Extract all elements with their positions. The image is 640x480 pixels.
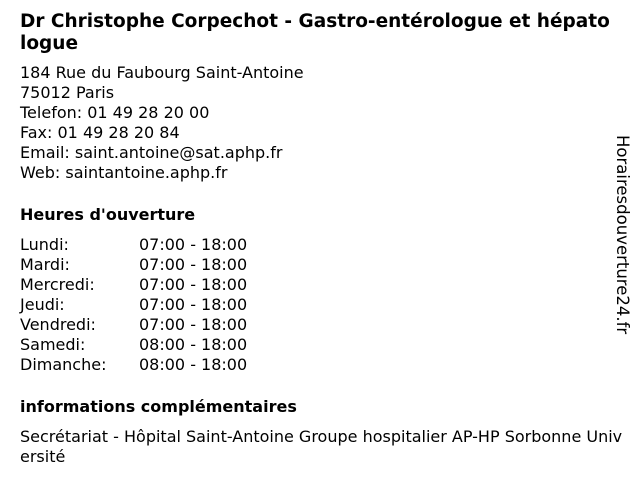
brand-watermark [611,135,633,345]
fax-line [20,123,610,143]
day-label: Lundi: [20,235,69,254]
day-label: Jeudi: [20,295,65,314]
phone-line [20,103,610,123]
phone-number[interactable]: 01 49 28 20 00 [87,103,210,122]
time-range: 08:00 - 18:00 [139,355,248,374]
hours-heading: Heures d'ouverture [20,205,196,224]
day-label: Samedi: [20,335,86,354]
fax-label: Fax: [20,123,53,142]
hours-row-thursday [20,295,610,315]
email-link[interactable]: saint.antoine@sat.aphp.fr [74,143,283,162]
time-range: 07:00 - 18:00 [139,295,248,314]
fax-number: 01 49 28 20 84 [57,123,180,142]
business-name: Dr Christophe Corpechot - Gastro-entérologue et hépatologue [20,11,610,54]
time-range: 08:00 - 18:00 [139,335,248,354]
hours-row-monday [20,235,610,255]
day-label: Mercredi: [20,275,95,294]
hours-row-friday [20,315,610,335]
time-range: 07:00 - 18:00 [139,275,248,294]
email-line [20,143,610,163]
web-line [20,163,610,183]
web-label: Web: [20,163,61,182]
phone-label: Telefon: [20,103,83,122]
info-text: Secrétariat - Hôpital Saint-Antoine Groupe hospitalier AP-HP Sorbonne Université [20,427,623,466]
hours-row-wednesday [20,275,610,295]
info-heading: informations complémentaires [20,397,297,416]
brand-site-name: Horairesdouverture24.fr [613,135,632,335]
hours-row-tuesday [20,255,610,275]
day-label: Vendredi: [20,315,96,334]
time-range: 07:00 - 18:00 [139,235,248,254]
time-range: 07:00 - 18:00 [139,315,248,334]
contact-block [20,63,610,183]
email-label: Email: [20,143,70,162]
day-label: Mardi: [20,255,70,274]
hours-table [20,235,610,375]
time-range: 07:00 - 18:00 [139,255,248,274]
address-line-2: 75012 Paris [20,83,115,102]
hours-row-saturday [20,335,610,355]
web-link[interactable]: saintantoine.aphp.fr [65,163,228,182]
address-line-1: 184 Rue du Faubourg Saint-Antoine [20,63,304,82]
day-label: Dimanche: [20,355,107,374]
hours-row-sunday [20,355,610,375]
